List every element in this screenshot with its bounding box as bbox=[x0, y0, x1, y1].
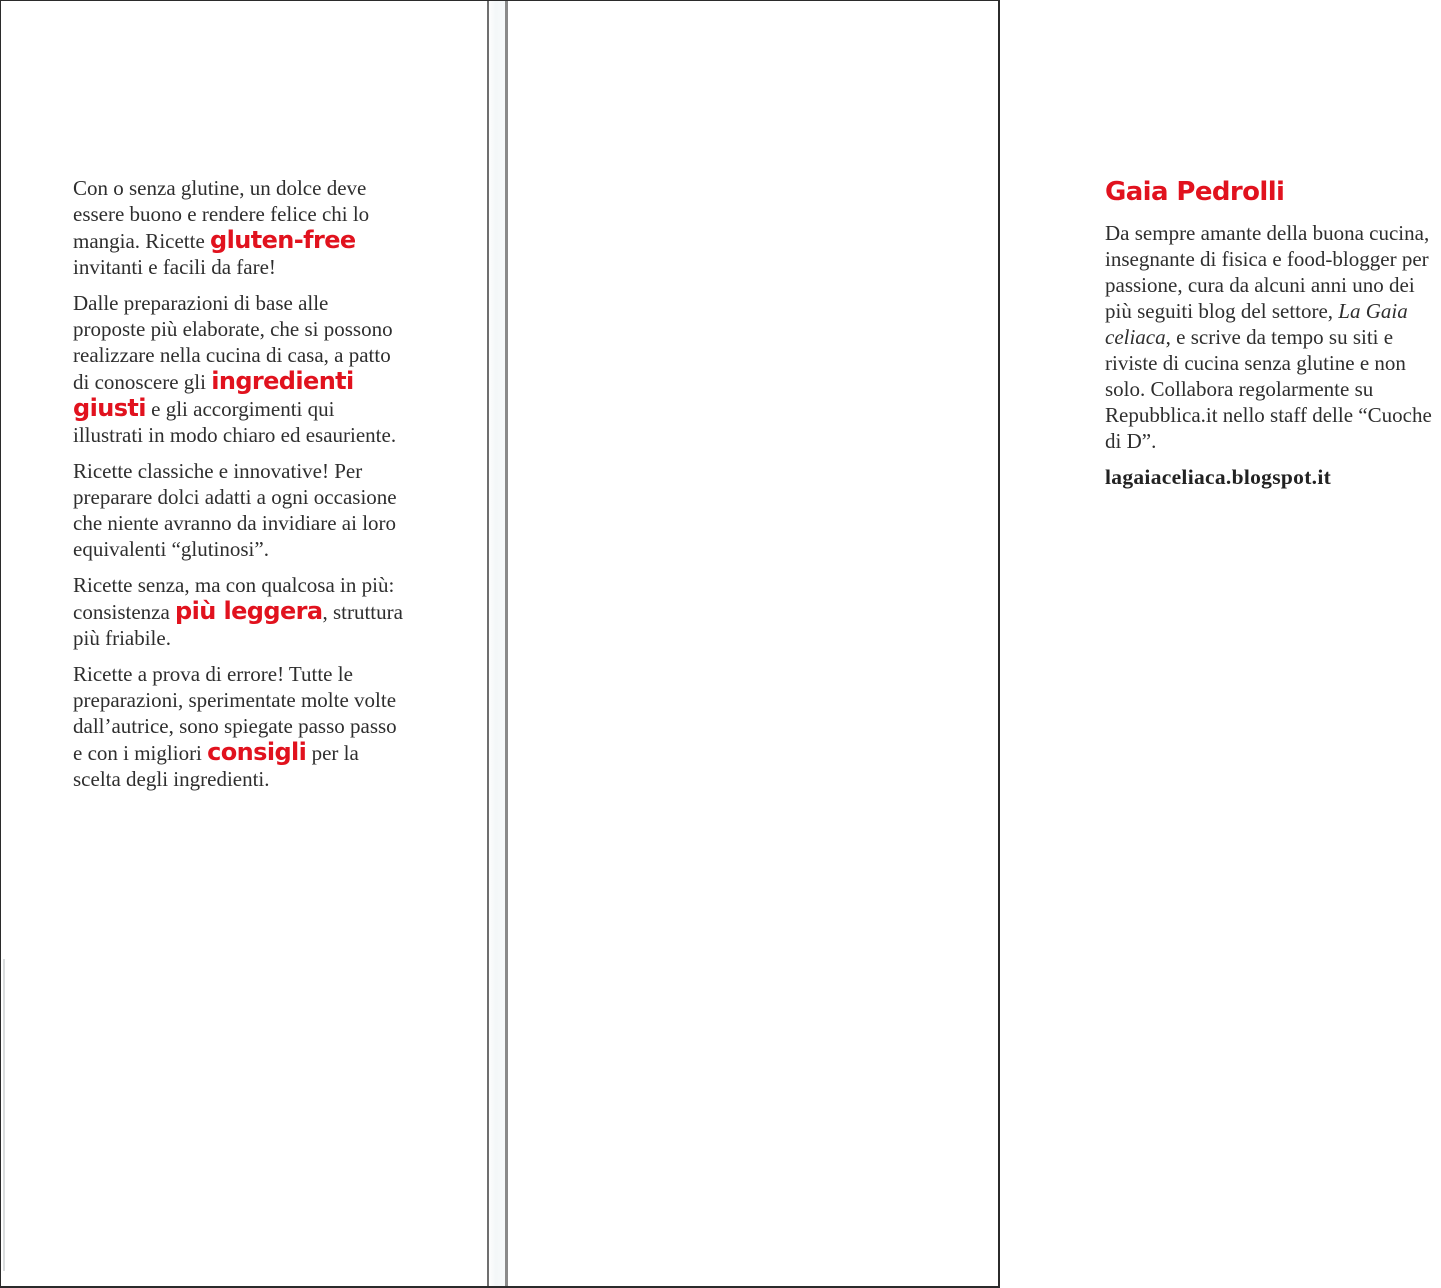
text-segment: per la scelta degli ingredienti. bbox=[73, 741, 359, 791]
right-page-text bbox=[1105, 177, 1441, 490]
text-segment: La Gaia celiaca bbox=[1105, 299, 1408, 349]
highlight-text: più leggera bbox=[175, 597, 323, 625]
text-segment: invitanti e facili da fare! bbox=[73, 255, 276, 279]
paragraph bbox=[73, 290, 403, 448]
paragraph bbox=[1105, 220, 1441, 454]
text-segment: Dalle preparazioni di base alle proposte più elaborate, che si possono realizzare nella cucina di casa, a patto di conoscere gli bbox=[73, 291, 393, 394]
text-segment: Ricette classiche e innovative! Per preparare dolci adatti a ogni occasione che niente avranno da invidiare ai loro equivalenti “glutinosi”. bbox=[73, 459, 397, 561]
paragraph bbox=[73, 661, 403, 792]
website-url: lagaiaceliaca.blogspot.it bbox=[1105, 465, 1332, 489]
highlight-text: consigli bbox=[207, 738, 307, 766]
page-fold-gap bbox=[489, 1, 505, 1286]
page-edge-artifact bbox=[3, 959, 5, 1271]
right-page bbox=[508, 1, 1432, 1286]
text-segment: Ricette senza, ma con qualcosa in più: consistenza bbox=[73, 573, 395, 624]
paragraph bbox=[73, 572, 403, 651]
paragraph bbox=[73, 175, 403, 280]
highlight-text: gluten-free bbox=[210, 226, 356, 254]
author-bio bbox=[1105, 220, 1441, 454]
text-segment: Da sempre amante della buona cucina, insegnante di fisica e food-blogger per passione, cura da alcuni anni uno dei più seguiti blog del settore, bbox=[1105, 221, 1430, 323]
author-name-heading: Gaia Pedrolli bbox=[1105, 177, 1285, 207]
text-segment: Ricette a prova di errore! Tutte le preparazioni, sperimentate molte volte dall’autrice, sono spiegate passo passo e con i migliori bbox=[73, 662, 397, 765]
text-segment: , struttura più friabile. bbox=[73, 600, 403, 650]
paragraph bbox=[73, 458, 403, 562]
text-segment: , e scrive da tempo su siti e riviste di cucina senza glutine e non solo. Collabora regolarmente su Repubblica.it nello staff delle “Cuoche di D”. bbox=[1105, 325, 1432, 453]
highlight-text: ingredienti giusti bbox=[73, 367, 354, 422]
left-page bbox=[1, 1, 487, 1286]
left-page-text bbox=[73, 175, 403, 802]
text-segment: Con o senza glutine, un dolce deve essere buono e rendere felice chi lo mangia. Ricette bbox=[73, 176, 370, 253]
text-segment: e gli accorgimenti qui illustrati in modo chiaro ed esauriente. bbox=[73, 397, 397, 447]
